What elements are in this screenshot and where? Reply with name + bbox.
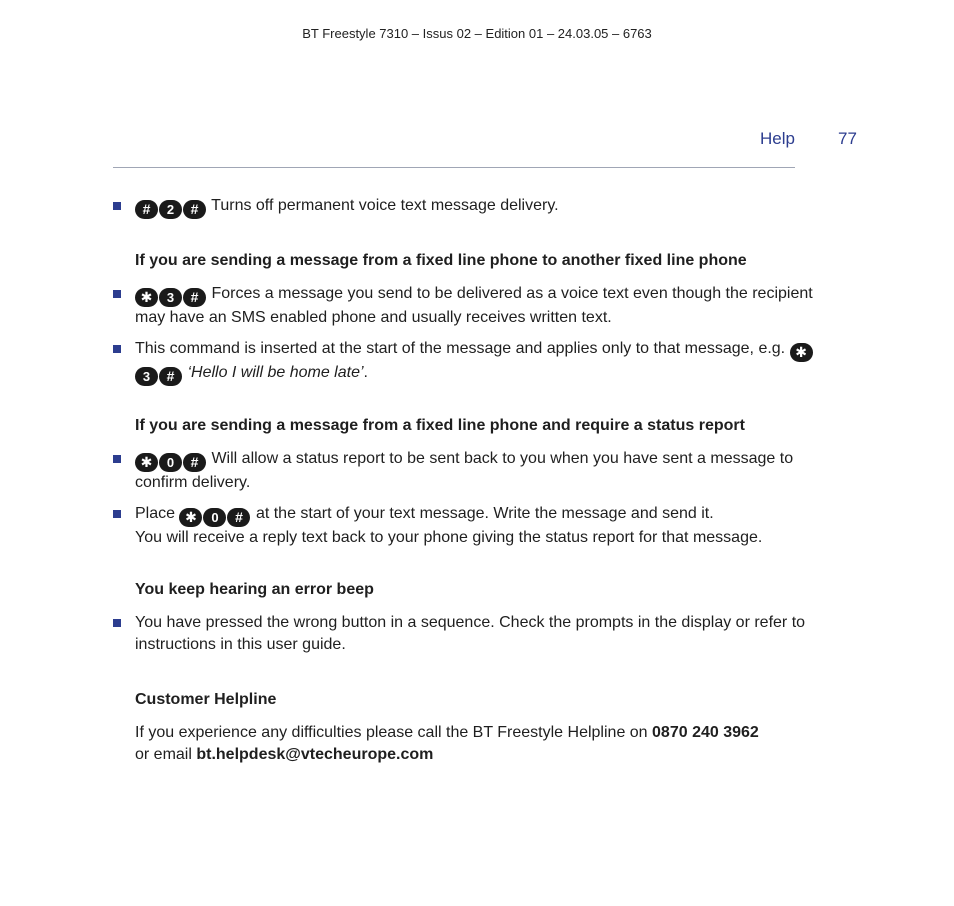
- bullet-marker: [113, 202, 121, 210]
- list-item: [135, 503, 815, 549]
- running-header: BT Freestyle 7310 – Issus 02 – Edition 01 – 24.03.05 – 6763: [302, 26, 652, 41]
- list-item-text: Turns off permanent voice text message delivery.: [211, 197, 559, 214]
- list-item-text-line2: You will receive a reply text back to your phone giving the status report for that message.: [135, 529, 763, 546]
- list-item-prefix: Place: [135, 505, 176, 522]
- list-item-text: at the start of your text message. Write the message and send it.: [255, 505, 714, 522]
- hash-key-icon: #: [135, 200, 158, 219]
- helpline-email-label: or email: [135, 746, 192, 763]
- hash-key-icon: #: [159, 367, 182, 386]
- bullet-marker: [113, 455, 121, 463]
- section-heading: If you are sending a message from a fixed line phone and require a status report: [135, 417, 745, 434]
- list-item: [135, 448, 815, 494]
- two-key-icon: 2: [159, 200, 182, 219]
- star-key-icon: ✱: [135, 288, 158, 307]
- list-item: [135, 283, 815, 329]
- helpline-phone: 0870 240 3962: [652, 724, 759, 741]
- star-key-icon: ✱: [135, 453, 158, 472]
- list-item-text: This command is inserted at the start of the message and applies only to that message, e.g.: [135, 340, 786, 357]
- helpline-paragraph: [135, 722, 815, 766]
- list-item-text: Forces a message you send to be delivered as a voice text even though the recipient may have an SMS enabled phone and usually receives written text.: [135, 285, 813, 326]
- three-key-icon: 3: [135, 367, 158, 386]
- list-item: [135, 338, 815, 386]
- section-heading: You keep hearing an error beep: [135, 581, 374, 598]
- three-key-icon: 3: [159, 288, 182, 307]
- bullet-marker: [113, 290, 121, 298]
- sentence-end: .: [363, 364, 368, 381]
- example-message: ‘Hello I will be home late’: [187, 364, 364, 381]
- page-number: 77: [838, 129, 857, 148]
- bullet-marker: [113, 345, 121, 353]
- hash-key-icon: #: [183, 453, 206, 472]
- header-rule: [113, 167, 795, 168]
- helpline-email[interactable]: bt.helpdesk@vtecheurope.com: [196, 746, 434, 763]
- list-item-text: Will allow a status report to be sent back to you when you have sent a message to confirm delivery.: [135, 450, 794, 491]
- hash-key-icon: #: [183, 288, 206, 307]
- star-key-icon: ✱: [179, 508, 202, 527]
- star-key-icon: ✱: [790, 343, 813, 362]
- list-item: [135, 195, 815, 219]
- hash-key-icon: #: [227, 508, 250, 527]
- zero-key-icon: 0: [159, 453, 182, 472]
- section-name: Help: [760, 129, 795, 148]
- helpline-text: If you experience any difficulties please call the BT Freestyle Helpline on: [135, 724, 648, 741]
- bullet-marker: [113, 510, 121, 518]
- list-item-text: You have pressed the wrong button in a sequence. Check the prompts in the display or refer to instructions in this user guide.: [135, 614, 806, 653]
- zero-key-icon: 0: [203, 508, 226, 527]
- section-heading: If you are sending a message from a fixed line phone to another fixed line phone: [135, 252, 747, 269]
- list-item: [135, 612, 815, 656]
- hash-key-icon: #: [183, 200, 206, 219]
- bullet-marker: [113, 619, 121, 627]
- section-heading: Customer Helpline: [135, 691, 277, 708]
